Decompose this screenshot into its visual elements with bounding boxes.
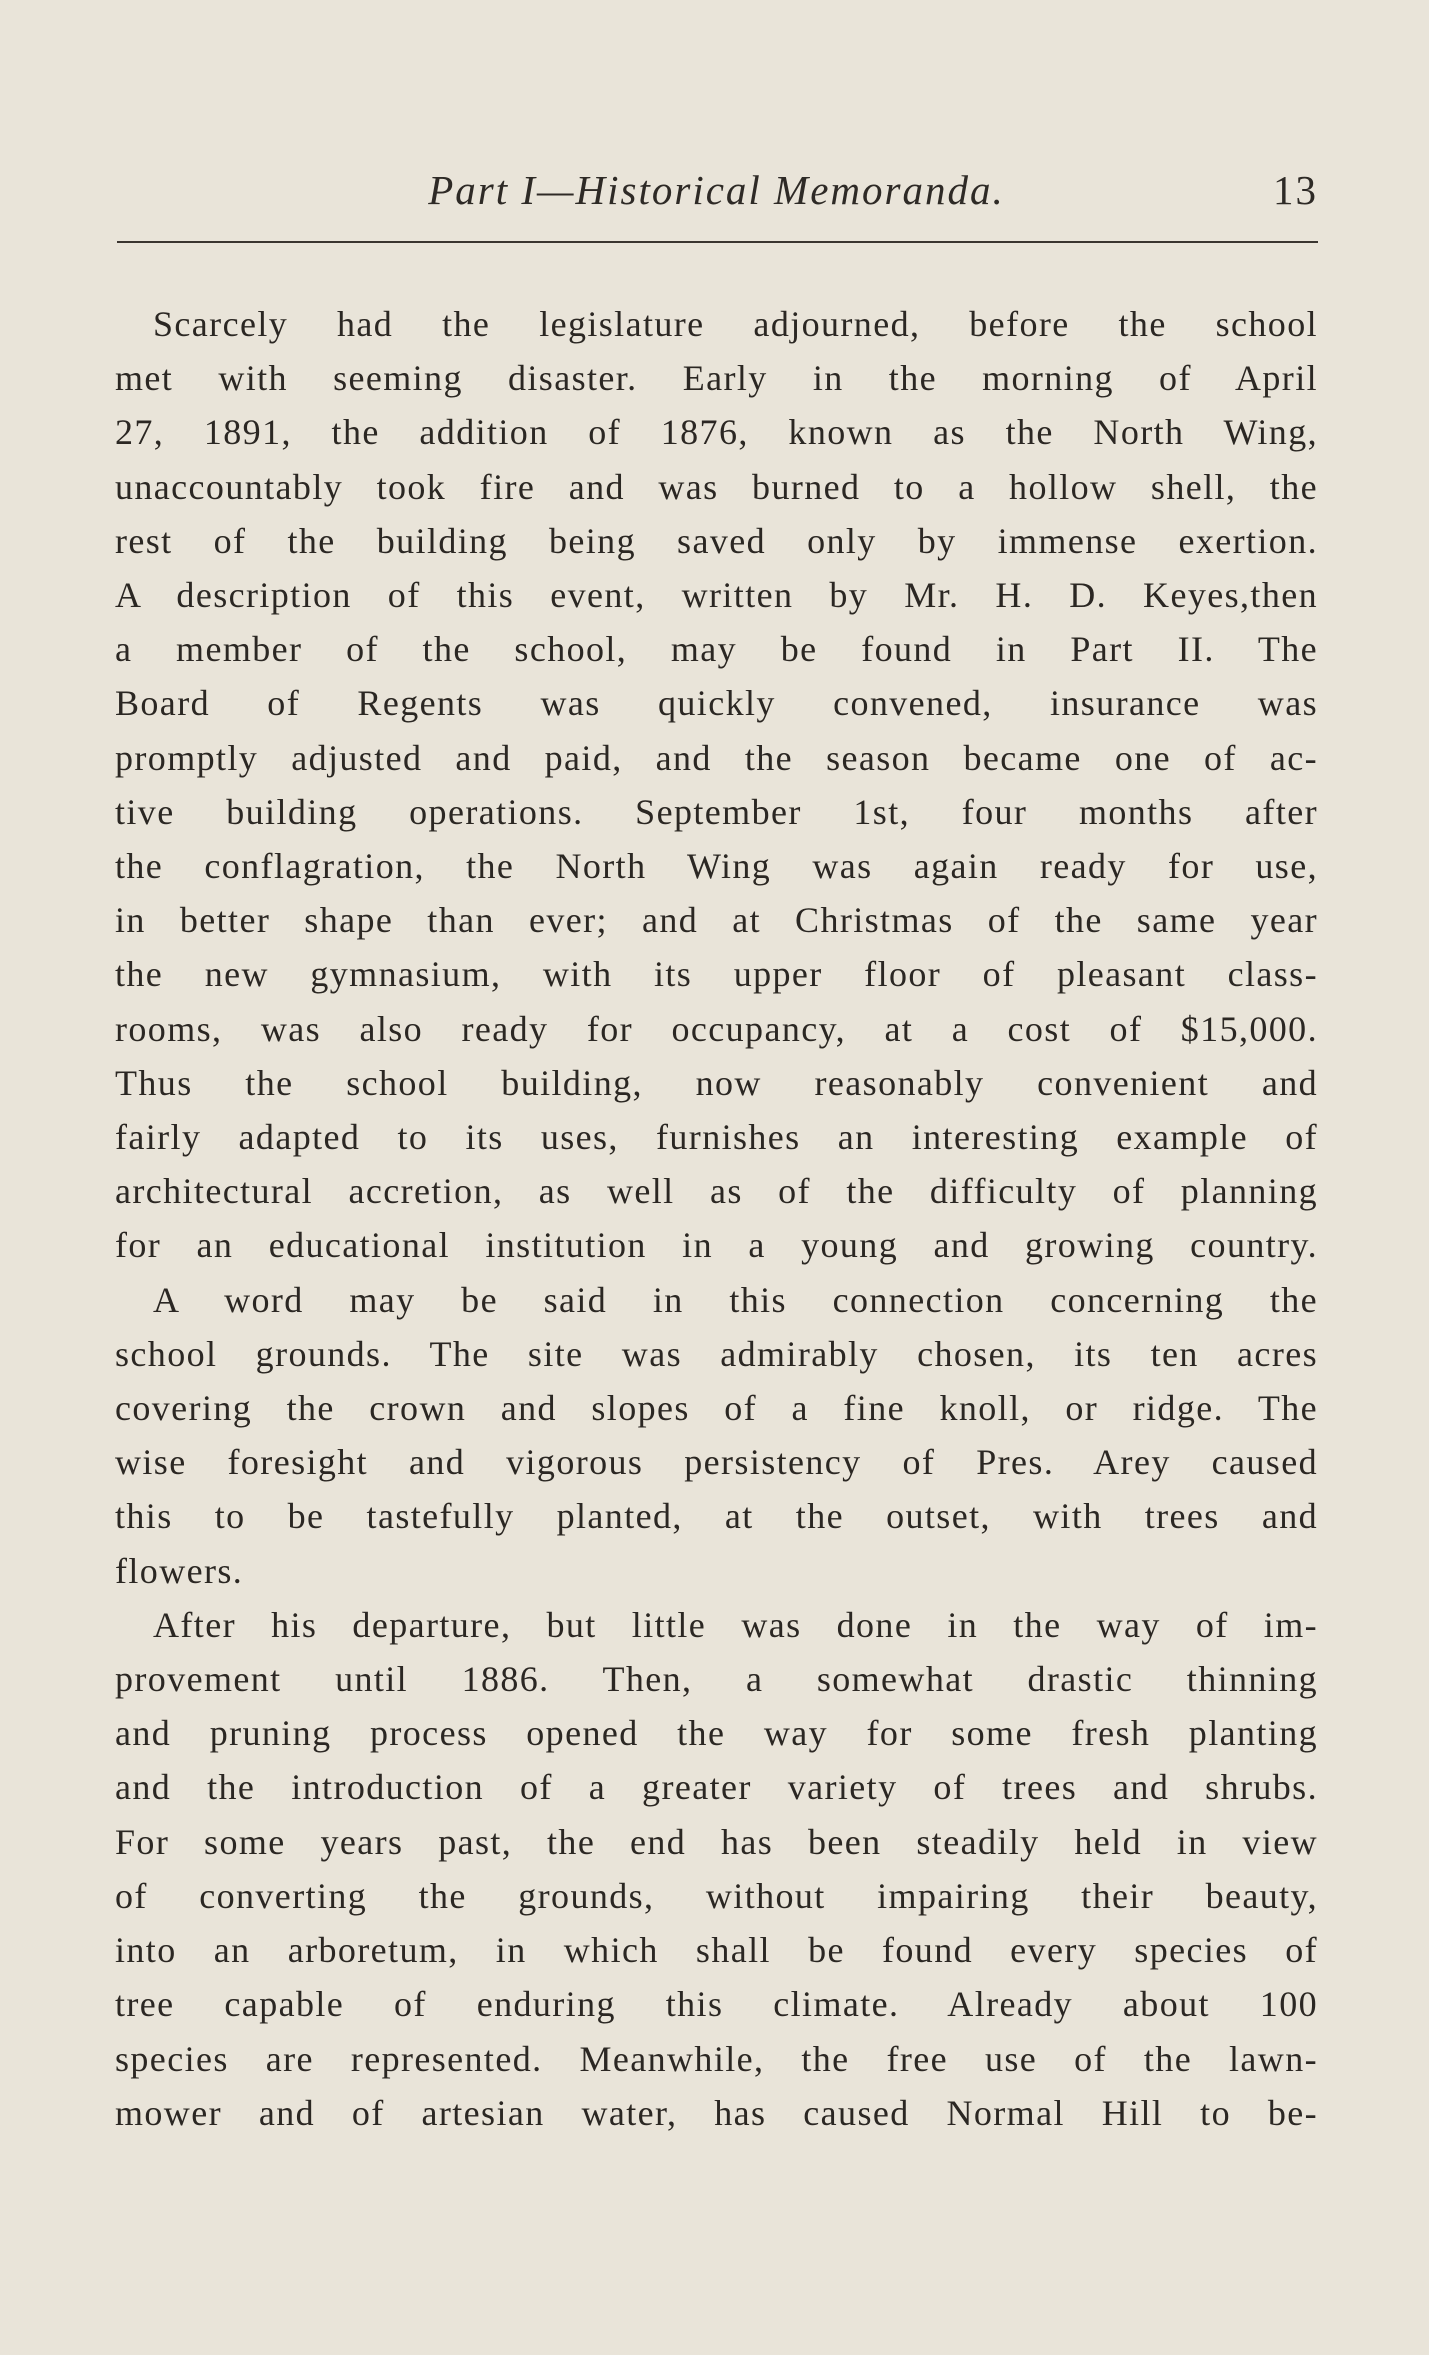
- text-line: in better shape than ever; and at Christmas of the same year: [115, 900, 1318, 941]
- text-line: provement until 1886. Then, a somewhat drastic thinning: [115, 1659, 1318, 1700]
- running-title: Part I—Historical Memoranda.: [428, 167, 1005, 213]
- text-line: architectural accretion, as well as of the difficulty of planning: [115, 1171, 1318, 1212]
- text-line: and pruning process opened the way for some fresh planting: [115, 1713, 1318, 1754]
- paragraph-3: [115, 1598, 1318, 2140]
- text-line: and the introduction of a greater variety of trees and shrubs.: [115, 1767, 1318, 1808]
- text-line: school grounds. The site was admirably chosen, its ten acres: [115, 1333, 1318, 1374]
- paragraph-1: [115, 297, 1318, 1273]
- text-line: Scarcely had the legislature adjourned, before the school: [153, 304, 1318, 344]
- text-line: wise foresight and vigorous persistency of Pres. Arey caused: [115, 1442, 1318, 1483]
- text-line: A word may be said in this connection concerning the: [153, 1279, 1318, 1320]
- text-line: species are represented. Meanwhile, the free use of the lawn-: [115, 2038, 1318, 2079]
- paragraph-2: [115, 1273, 1318, 1598]
- text-line: a member of the school, may be found in Part II. The: [115, 629, 1318, 670]
- text-line: tree capable of enduring this climate. Already about 100: [115, 1984, 1318, 2025]
- text-line: of converting the grounds, without impairing their beauty,: [115, 1875, 1318, 1916]
- text-line: met with seeming disaster. Early in the morning of April: [115, 358, 1318, 399]
- text-line: this to be tastefully planted, at the outset, with trees and: [115, 1496, 1318, 1537]
- text-line: flowers.: [115, 1550, 244, 1591]
- header-rule: [117, 241, 1318, 243]
- text-line: fairly adapted to its uses, furnishes an interesting example of: [115, 1117, 1318, 1158]
- text-line: Board of Regents was quickly convened, insurance was: [115, 683, 1318, 724]
- text-line: Thus the school building, now reasonably convenient and: [115, 1062, 1318, 1103]
- text-line: promptly adjusted and paid, and the season became one of ac-: [115, 737, 1318, 778]
- text-line: tive building operations. September 1st, four months after: [115, 791, 1318, 832]
- text-line: rest of the building being saved only by immense exertion.: [115, 520, 1318, 561]
- text-line: the new gymnasium, with its upper floor of pleasant class-: [115, 954, 1318, 995]
- text-line: the conflagration, the North Wing was again ready for use,: [115, 846, 1318, 887]
- page-number: 13: [1273, 167, 1318, 213]
- text-line: For some years past, the end has been steadily held in view: [115, 1821, 1318, 1862]
- text-line: unaccountably took fire and was burned to a hollow shell, the: [115, 466, 1318, 507]
- text-line: mower and of artesian water, has caused Normal Hill to be-: [115, 2092, 1318, 2133]
- text-line: rooms, was also ready for occupancy, at a cost of $15,000.: [115, 1008, 1318, 1049]
- text-line: into an arboretum, in which shall be found every species of: [115, 1930, 1318, 1971]
- text-line: for an educational institution in a young and growing country.: [115, 1225, 1318, 1266]
- text-line: After his departure, but little was done in the way of im-: [153, 1604, 1318, 1645]
- running-head: [115, 166, 1318, 226]
- body-text: [115, 297, 1318, 2140]
- text-line: 27, 1891, the addition of 1876, known as the North Wing,: [115, 412, 1318, 453]
- text-line: covering the crown and slopes of a fine knoll, or ridge. The: [115, 1388, 1318, 1429]
- text-line: A description of this event, written by Mr. H. D. Keyes,then: [115, 575, 1318, 616]
